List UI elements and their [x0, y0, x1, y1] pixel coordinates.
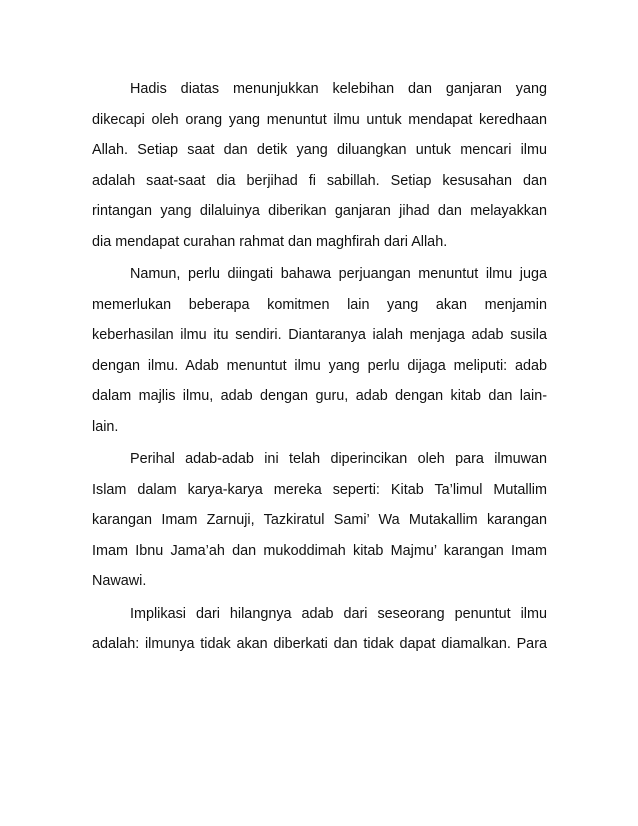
paragraph-2	[92, 259, 547, 442]
paragraph-3	[92, 444, 547, 597]
paragraph-4	[92, 599, 547, 660]
text-line: adalah saat-saat dia berjihad fi sabillah. Setiap kesusahan dan	[92, 172, 547, 189]
text-line: lain.	[92, 418, 119, 435]
text-line: Perihal adab-adab ini telah diperincikan oleh para ilmuwan	[130, 451, 547, 467]
text-line: Islam dalam karya-karya mereka seperti: Kitab Ta’limul Mutallim	[92, 481, 547, 498]
text-line: karangan Imam Zarnuji, Tazkiratul Sami’ Wa Mutakallim karangan	[92, 512, 547, 528]
text-line: Allah. Setiap saat dan detik yang diluangkan untuk mencari ilmu	[92, 142, 547, 158]
text-line: Implikasi dari hilangnya adab dari seseorang penuntut ilmu	[130, 605, 547, 622]
text-line: Nawawi.	[92, 573, 147, 589]
text-line: dengan ilmu. Adab menuntut ilmu yang perlu dijaga meliputi: adab	[92, 357, 547, 374]
text-line: adalah: ilmunya tidak akan diberkati dan tidak dapat diamalkan. Para	[92, 636, 547, 652]
text-line: dalam majlis ilmu, adab dengan guru, adab dengan kitab dan lain-	[92, 388, 547, 404]
text-line: Namun, perlu diingati bahawa perjuangan menuntut ilmu juga	[130, 266, 547, 282]
text-line: rintangan yang dilaluinya diberikan ganjaran jihad dan melayakkan	[92, 203, 547, 219]
text-line: memerlukan beberapa komitmen lain yang akan menjamin	[92, 296, 547, 313]
paragraph-1	[92, 74, 547, 257]
text-line: dikecapi oleh orang yang menuntut ilmu untuk mendapat keredhaan	[92, 111, 547, 128]
document-body	[92, 74, 547, 660]
text-line: dia mendapat curahan rahmat dan maghfirah dari Allah.	[92, 233, 448, 250]
text-line: keberhasilan ilmu itu sendiri. Diantaranya ialah menjaga adab susila	[92, 327, 547, 343]
text-line: Imam Ibnu Jama’ah dan mukoddimah kitab Majmu’ karangan Imam	[92, 542, 547, 559]
text-line: Hadis diatas menunjukkan kelebihan dan ganjaran yang	[130, 81, 547, 97]
